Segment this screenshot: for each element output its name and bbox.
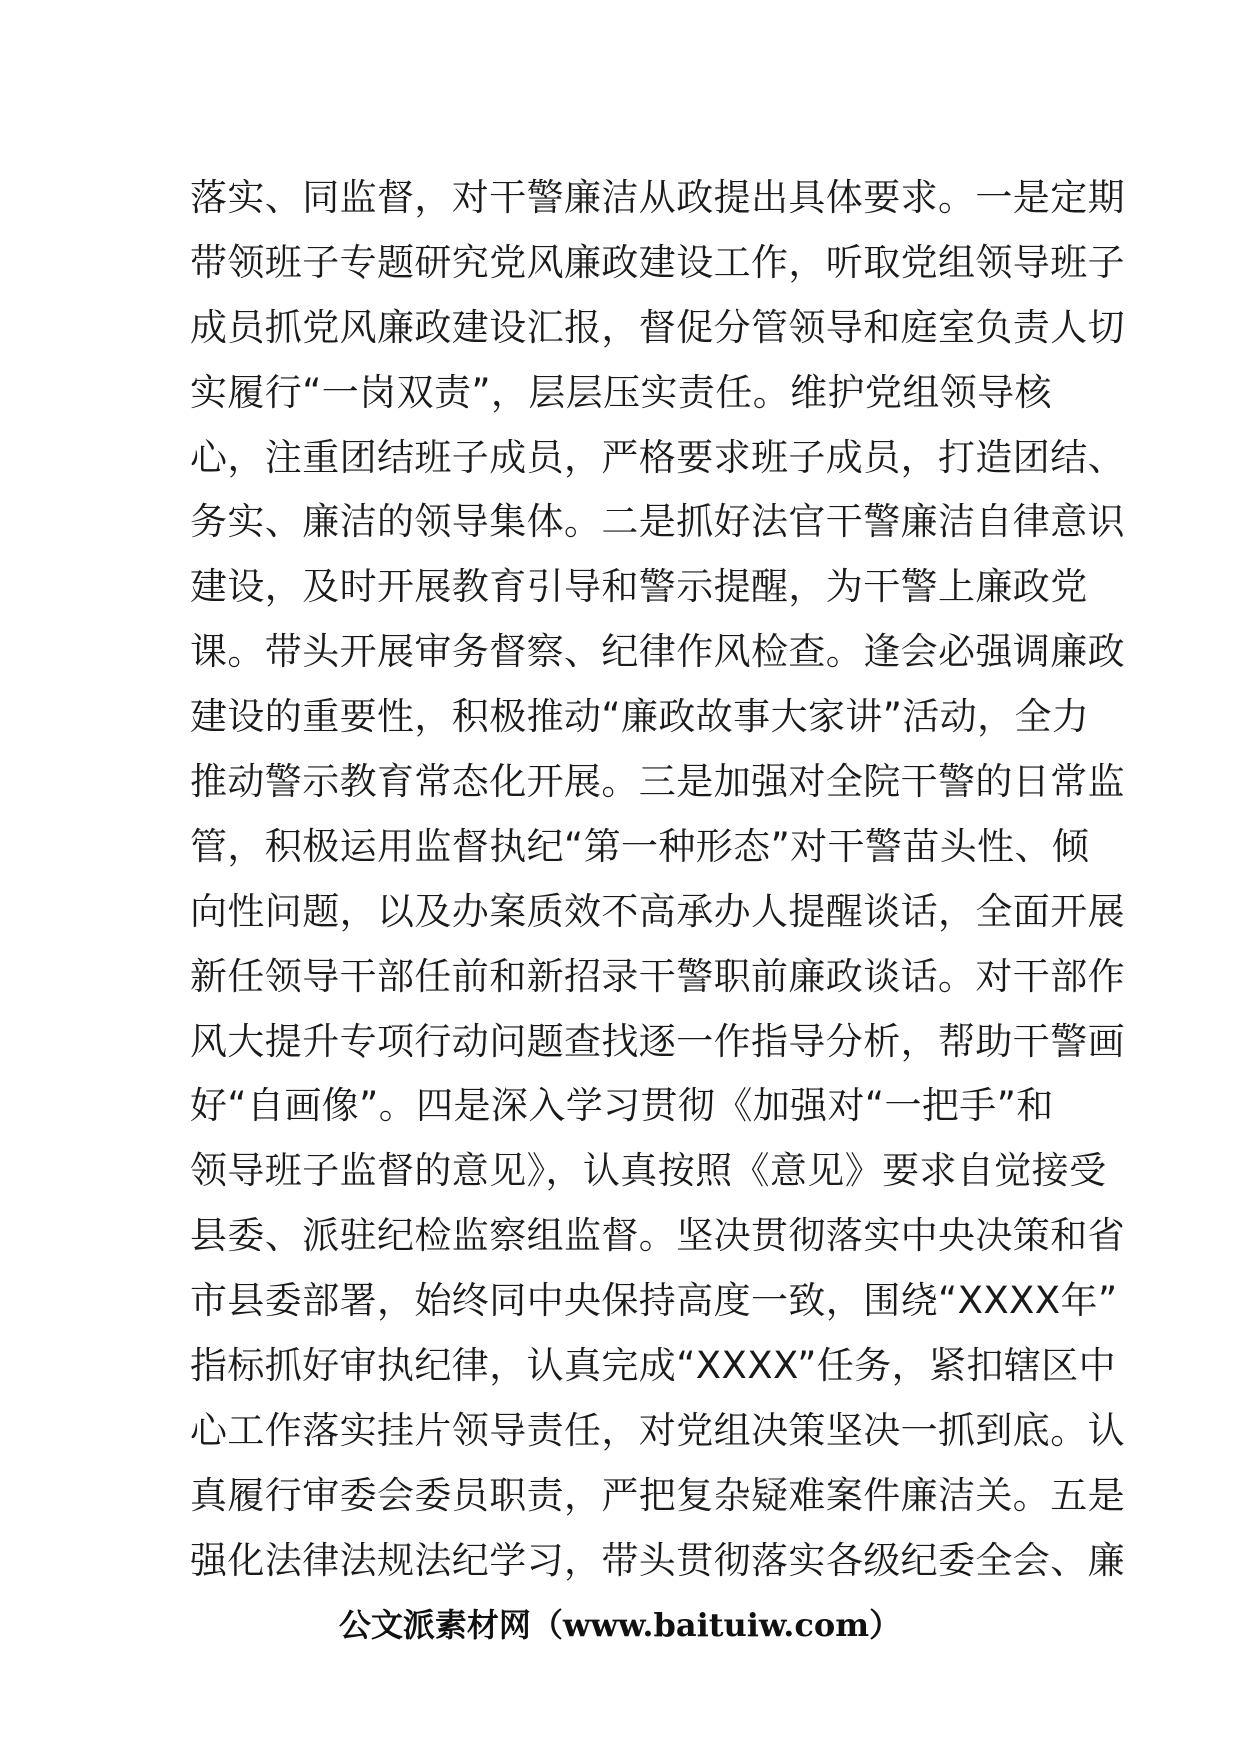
text-line: 建设，及时开展教育引导和警示提醒，为干警上廉政党 xyxy=(190,565,1088,609)
text-line: 真履行审委会委员职责，严把复杂疑难案件廉洁关。五是 xyxy=(190,1473,1125,1517)
text-line: 管，积极运用监督执纪“第一种形态”对干警苗头性、倾 xyxy=(190,824,1090,868)
text-line: 心工作落实挂片领导责任，对党组决策坚决一抓到底。认 xyxy=(190,1408,1125,1452)
text-line: 向性问题，以及办案质效不高承办人提醒谈话，全面开展 xyxy=(190,889,1125,933)
text-line: 实履行“一岗双责”，层层压实责任。维护党组领导核 xyxy=(190,370,1052,414)
text-line: 落实、同监督，对干警廉洁从政提出具体要求。一是定期 xyxy=(190,176,1125,219)
text-line: 新任领导干部任前和新招录干警职前廉政谈话。对干部作 xyxy=(190,954,1125,998)
text-line: 成员抓党风廉政建设汇报，督促分管领导和庭室负责人切 xyxy=(190,305,1125,349)
text-line: 风大提升专项行动问题查找逐一作指导分析，帮助干警画 xyxy=(190,1019,1125,1063)
text-line: 务实、廉洁的领导集体。二是抓好法官干警廉洁自律意识 xyxy=(190,500,1125,544)
text-line: 县委、派驻纪检监察组监督。坚决贯彻落实中央决策和省 xyxy=(190,1214,1125,1258)
text-line: 推动警示教育常态化开展。三是加强对全院干警的日常监 xyxy=(190,760,1125,804)
body-paragraph xyxy=(190,166,1125,1594)
text-line: 带领班子专题研究党风廉政建设工作，听取党组领导班子 xyxy=(190,240,1125,284)
text-line: 市县委部署，始终同中央保持高度一致，围绕“XXXX年” xyxy=(190,1279,1118,1323)
footer-watermark: 公文派素材网（www.baituiw.com） xyxy=(338,1606,902,1644)
text-line: 领导班子监督的意见》，认真按照《意见》要求自觉接受 xyxy=(190,1149,1107,1193)
text-line: 好“自画像”。四是深入学习贯彻《加强对“一把手”和 xyxy=(190,1084,1054,1128)
text-line: 指标抓好审执纪律，认真完成“XXXX”任务，紧扣辖区中 xyxy=(190,1344,1117,1388)
text-line: 建设的重要性，积极推动“廉政故事大家讲”活动，全力 xyxy=(190,695,1090,739)
text-line: 强化法律法规法纪学习，带头贯彻落实各级纪委全会、廉 xyxy=(190,1538,1125,1582)
text-line: 心，注重团结班子成员，严格要求班子成员，打造团结、 xyxy=(190,435,1125,479)
text-line: 课。带头开展审务督察、纪律作风检查。逢会必强调廉政 xyxy=(190,630,1125,674)
